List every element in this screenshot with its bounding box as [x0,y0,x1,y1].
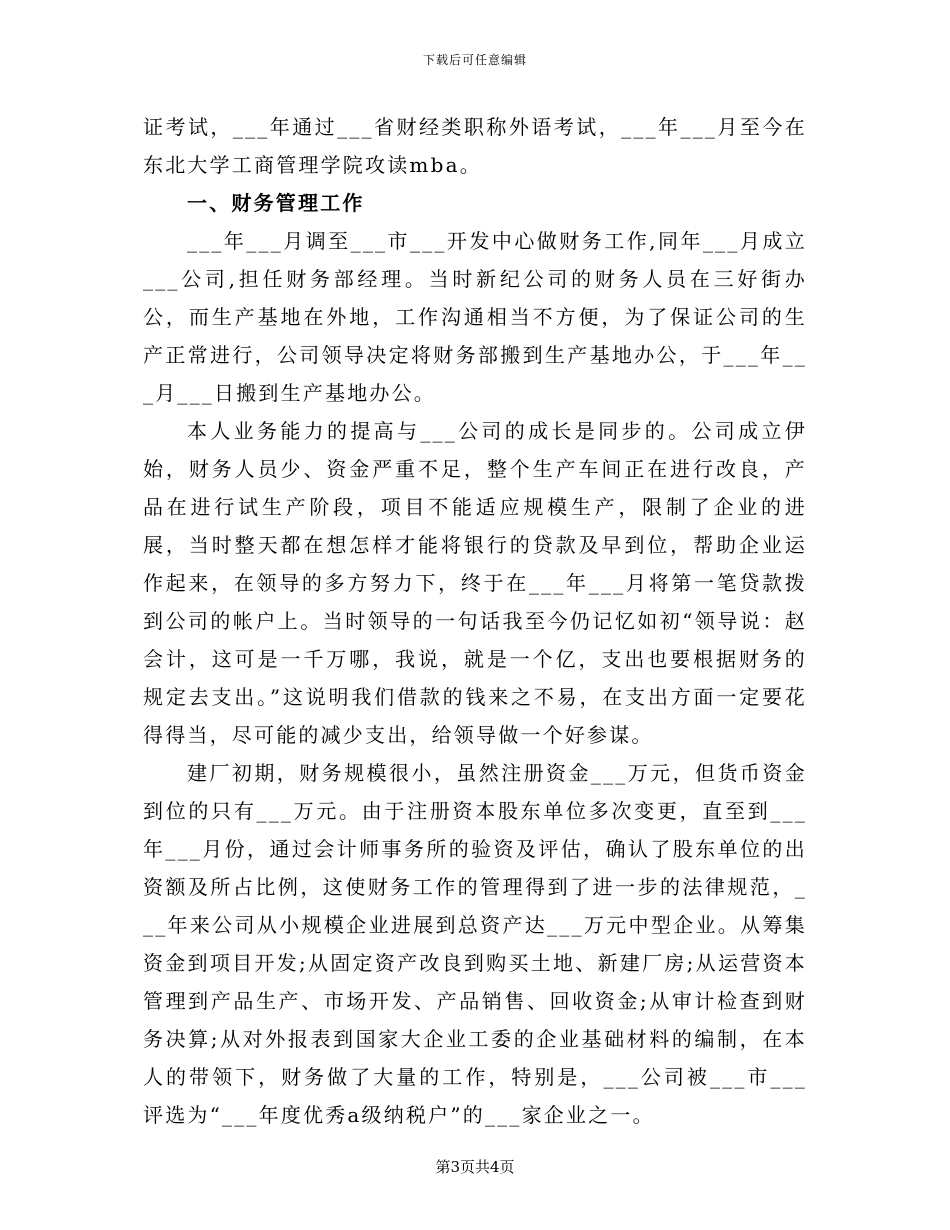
paragraph-continued: 证考试，___年通过___省财经类职称外语考试，___年___月至今在东北大学工商管理学院攻读mba。 [143,115,807,177]
page-number: 第3页共4页 [435,1158,515,1176]
page-header-note: 下载后可任意编辑 [422,53,527,67]
section-heading: 一、财务管理工作 [187,191,365,215]
paragraph-early-factory: 建厂初期，财务规模很小，虽然注册资金___万元，但货币资金到位的只有___万元。由于注册资本股东单位多次变更，直至到___年___月份，通过会计师事务所的验资及评估，确认了股东单位的出资额及所占比例，这使财务工作的管理得到了进一步的法律规范，___年来公司从小规模企业进展到总资产达___万元中型企业。从筹集资金到项目开发;从固定资产改良到购买土地、新建厂房;从运营资本管理到产品生产、市场开发、产品销售、回收资金;从审计检查到财务决算;从对外报表到国家大企业工委的企业基础材料的编制，在本人的带领下，财务做了大量的工作，特别是，___公司被___市___评选为“___年度优秀a级纳税户”的___家企业之一。 [143,761,807,1127]
paragraph-job-transfer: ___年___月调至___市___开发中心做财务工作,同年___月成立___公司,担任财务部经理。当时新纪公司的财务人员在三好街办公，而生产基地在外地，工作沟通相当不方便，为了保证公司的生产正常进行，公司领导决定将财务部搬到生产基地办公，于___年___月___日搬到生产基地办公。 [143,229,807,405]
paragraph-business-growth: 本人业务能力的提高与___公司的成长是同步的。公司成立伊始，财务人员少、资金严重不足，整个生产车间正在进行改良，产品在进行试生产阶段，项目不能适应规模生产，限制了企业的进展，当时整天都在想怎样才能将银行的贷款及早到位，帮助企业运作起来，在领导的多方努力下，终于在___年___月将第一笔贷款拨到公司的帐户上。当时领导的一句话我至今仍记忆如初“领导说：赵会计，这可是一千万哪，我说，就是一个亿，支出也要根据财务的规定去支出。”这说明我们借款的钱来之不易，在支出方面一定要花得得当，尽可能的减少支出，给领导做一个好参谋。 [143,419,807,747]
document-body [143,108,807,1134]
